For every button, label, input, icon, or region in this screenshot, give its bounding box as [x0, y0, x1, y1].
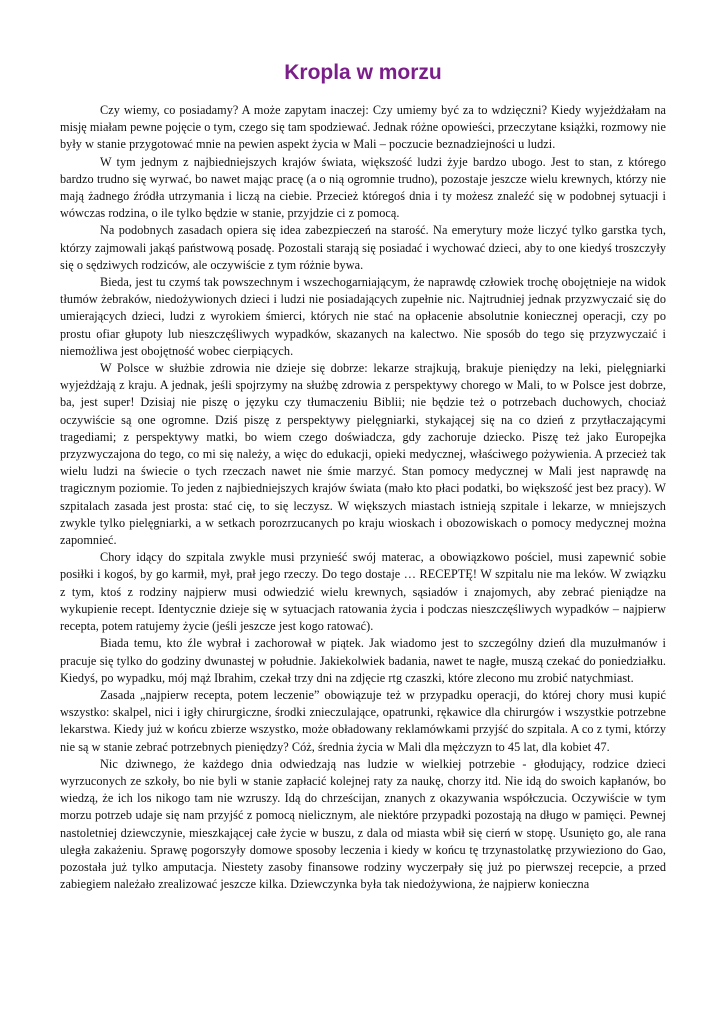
- paragraph-1: Czy wiemy, co posiadamy? A może zapytam inaczej: Czy umiemy być za to wdzięczni? Kiedy wyjeżdżałam na misję miałam pewne pojęcie o tym, czego się tam spodziewać. Jednak różne opowieści, przeczytane książki, rozmowy nie były w stanie przygotować mnie na pewien aspekt życia w Mali – poczucie beznadziejności u ludzi.: [60, 103, 666, 152]
- paragraph-2: W tym jednym z najbiedniejszych krajów świata, większość ludzi żyje bardzo ubogo. Jest to stan, z którego bardzo trudno się wyrwać, bo nawet mając pracę (a o nią ogromnie trudno), pozostaje jeszcze wielu krewnych, którzy nie mają żadnego źródła utrzymania i liczą na ciebie. Przecież któregoś dnia i ty możesz znaleźć się w podobnej sytuacji i wówczas rodzina, o ile tylko będzie w stanie, przyjdzie ci z pomocą.: [60, 154, 666, 221]
- paragraph-5: W Polsce w służbie zdrowia nie dzieje się dobrze: lekarze strajkują, brakuje pieniędzy na leki, pielęgniarki wyjeżdżają z kraju. A jednak, jeśli spojrzymy na służbę zdrowia z perspektywy chorego w Mali, to w Polsce jest dobrze, ba, jest super! Dzisiaj nie piszę o języku czy tłumaczeniu Biblii; nie będzie też o potrzebach duchowych, chociaż oczywiście są one ogromne. Dziś piszę z perspektywy pielęgniarki, stykającej się na co dzień z przytłaczającymi tragediami; z perspektywy matki, bo wiem czego doświadcza, gdy zachoruje dziecko. Piszę też jako Europejka przyzwyczajona do tego, co mi się należy, a więc do edukacji, opieki medycznej, właściwego pożywienia. A przecież tak wielu ludzi na świecie o tych rzeczach nawet nie śmie marzyć. Stan pomocy medycznej w Mali jest naprawdę na tragicznym poziomie. To jeden z najbiedniejszych krajów świata (mało kto płaci podatki, bo większość jest bez pracy). W szpitalach zasada jest prosta: stać cię, to się leczysz. W większych miastach istnieją szpitale i lekarze, w mniejszych zwykle tylko pielęgniarki, a w setkach porozrzucanych po kraju wioskach i obozowiskach o pomocy medycznej można zapomnieć.: [60, 361, 666, 548]
- document-title: Kropla w morzu: [284, 61, 442, 84]
- paragraph-9: Nic dziwnego, że każdego dnia odwiedzają nas ludzie w wielkiej potrzebie - głodujący, rodzice dzieci wyrzuconych ze szkoły, bo nie byli w stanie zapłacić kolejnej raty za naukę, chorzy itd. Nie idą do swoich kapłanów, bo wiedzą, że ich los nikogo tam nie wzruszy. Idą do chrześcijan, znanych z okazywania współczucia. Oczywiście w tym morzu potrzeb udaje się nam przyjść z pomocą nielicznym, ale niektóre przypadki pozostają na długo w pamięci. Pewnej nastoletniej dziewczynie, mieszkającej całe życie w buszu, z dala od miasta wbił się cierń w stopę. Usunięto go, ale rana uległa zakażeniu. Sprawę pogorszyły domowe sposoby leczenia i kiedy w końcu tę trzynastolatkę przywieziono do Gao, pozostała już tylko amputacja. Niestety zasoby finansowe rodziny wyczerpały się już po pierwszej recepcie, a przed zabiegiem należało zrealizować jeszcze kilka. Dziewczynka była tak niedożywiona, że najpierw konieczna: [60, 756, 666, 892]
- paragraph-3: Na podobnych zasadach opiera się idea zabezpieczeń na starość. Na emerytury może liczyć tylko garstka tych, którzy zajmowali jakąś państwową posadę. Pozostali starają się posiadać i wychować dzieci, aby to one kiedyś troszczyły się o sędziwych rodziców, ale oczywiście z tym różnie bywa.: [60, 223, 666, 272]
- paragraph-4: Bieda, jest tu czymś tak powszechnym i wszechogarniającym, że naprawdę człowiek trochę obojętnieje na widok tłumów żebraków, niedożywionych dzieci i ludzi nie posiadających zupełnie nic. Najtrudniej jednak przyzwyczaić się do umierających dzieci, ludzi z wyrokiem śmierci, których nie stać na opłacenie absolutnie koniecznej operacji, czy po prostu ofiar głupoty lub nieszczęśliwych wypadków, skazanych na kalectwo. Nie sposób do tego się przyzwyczaić i niemożliwa jest obojętność wobec cierpiących.: [60, 275, 666, 358]
- paragraph-8: Zasada „najpierw recepta, potem leczenie” obowiązuje też w przypadku operacji, do której chory musi kupić wszystko: skalpel, nici i igły chirurgiczne, środki znieczulające, opatrunki, rękawice dla chirurgów i wszystkie potrzebne lekarstwa. Kiedy już w końcu zbierze wszystko, może obładowany reklamówkami przyjść do szpitala. A co z tymi, którzy nie są w stanie zebrać potrzebnych pieniędzy? Cóż, średnia życia w Mali dla mężczyzn to 45 lat, dla kobiet 47.: [60, 687, 666, 754]
- document-page: [60, 58, 666, 893]
- document-body: [60, 102, 666, 893]
- paragraph-7: Biada temu, kto źle wybrał i zachorował w piątek. Jak wiadomo jest to szczególny dzień dla muzułmanów i pracuje się tylko do godziny dwunastej w południe. Jakiekolwiek badania, nawet te nagłe, muszą czekać do poniedziałku. Kiedyś, po wypadku, mój mąż Ibrahim, czekał trzy dni na zdjęcie rtg czaszki, które zlecono mu zrobić natychmiast.: [60, 636, 666, 685]
- paragraph-6: Chory idący do szpitala zwykle musi przynieść swój materac, a obowiązkowo pościel, musi zapewnić sobie posiłki i kogoś, by go karmił, mył, prał jego rzeczy. Do tego dostaje … RECEPTĘ! W szpitalu nie ma leków. W związku z tym, ktoś z rodziny najpierw musi odwiedzić wielu krewnych, sąsiadów i znajomych, aby zebrać pieniądze na wykupienie recept. Identycznie dzieje się w sytuacjach ratowania życia i podczas nieszczęśliwych wypadków – najpierw recepta, potem ratujemy życie (jeśli jeszcze jest kogo ratować).: [60, 550, 666, 634]
